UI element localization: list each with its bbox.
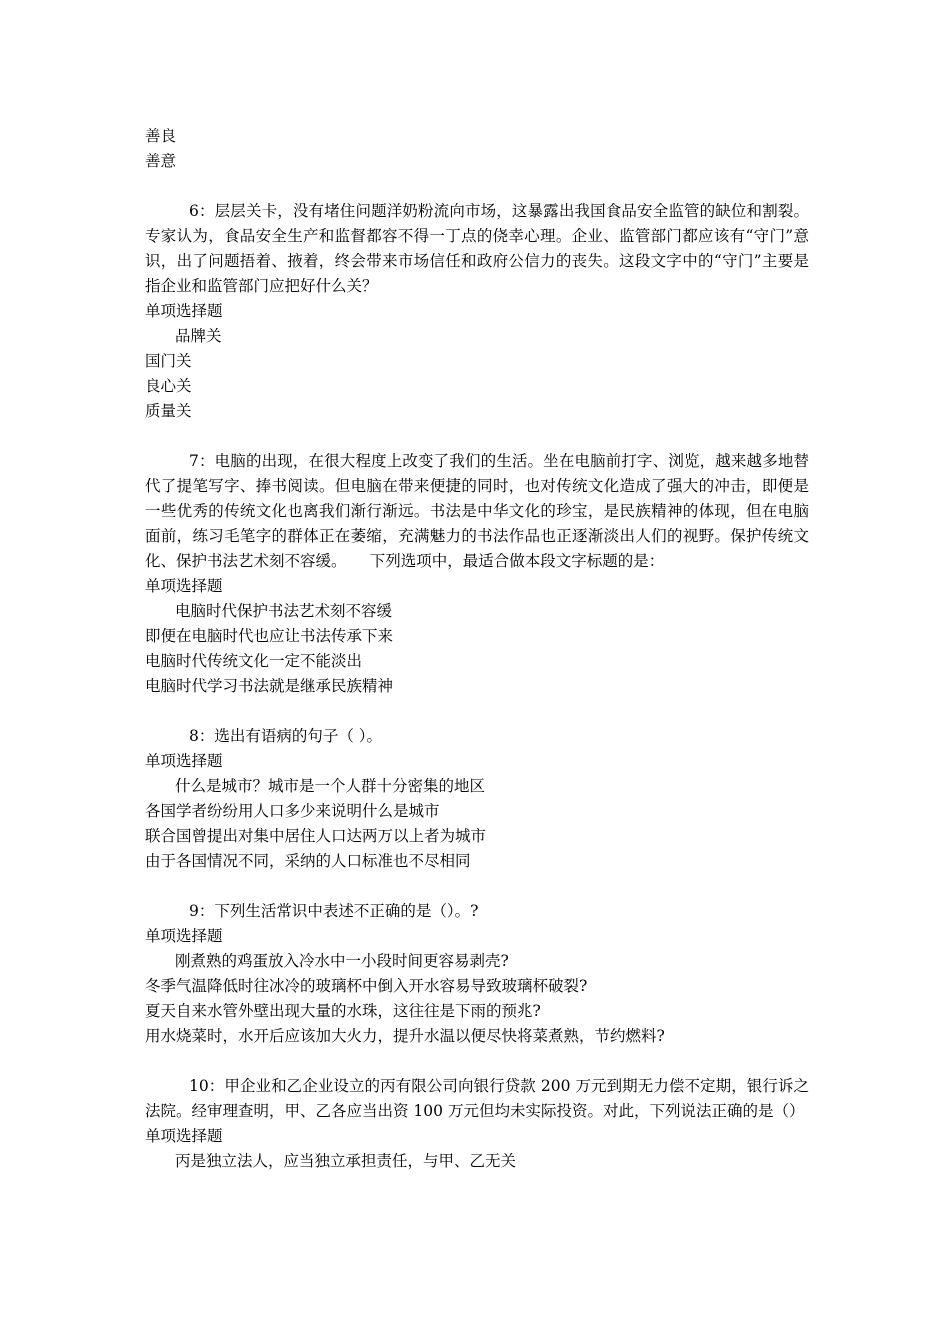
option-a: 丙是独立法人，应当独立承担责任，与甲、乙无关 [175,1152,517,1170]
option-c: 夏天自来水管外壁出现大量的水珠，这往往是下雨的预兆? [145,1002,541,1020]
spacer [145,174,809,199]
option-d: 电脑时代学习书法就是继承民族精神 [145,677,394,695]
question-8 [145,724,809,874]
option-c: 电脑时代传统文化一定不能淡出 [145,652,363,670]
question-type: 单项选择题 [145,1127,223,1145]
option-b: 国门关 [145,352,192,370]
question-text: 7：电脑的出现，在很大程度上改变了我们的生活。坐在电脑前打字、浏览，越来越多地替代了提笔写字、捧书阅读。但电脑在带来便捷的同时，也对传统文化造成了强大的冲击，即便是一些优秀的传统文化也离我们渐行渐远。书法是中华文化的珍宝，是民族精神的体现，但在电脑面前，练习毛笔字的群体正在萎缩，充满魅力的书法作品也正逐渐淡出人们的视野。保护传统文化、保护书法艺术刻不容缓。 下列选项中，最适合做本段文字标题的是： [145,452,809,570]
question-6 [145,199,809,424]
option-a: 什么是城市？城市是一个人群十分密集的地区 [175,777,486,795]
option-a: 刚煮熟的鸡蛋放入冷水中一小段时间更容易剥壳? [175,952,509,970]
document-page [145,124,809,1174]
prev-option-1: 善良 [145,127,177,145]
option-b: 冬季气温降低时往冰冷的玻璃杯中倒入开水容易导致玻璃杯破裂? [145,977,588,995]
option-c: 良心关 [145,377,192,395]
question-text: 8：选出有语病的句子（ ）。 [189,727,383,745]
question-type: 单项选择题 [145,927,223,945]
question-type: 单项选择题 [145,302,223,320]
spacer [145,699,809,724]
option-a: 品牌关 [175,327,222,345]
question-text: 10：甲企业和乙企业设立的丙有限公司向银行贷款 200 万元到期无力偿不定期，银行诉之法院。经审理查明，甲、乙各应当出资 100 万元但均未实际投资。对此，下列说法正确的是（） [145,1077,809,1120]
question-text: 6：层层关卡，没有堵住问题洋奶粉流向市场，这暴露出我国食品安全监管的缺位和割裂。专家认为，食品安全生产和监督都容不得一丁点的侥幸心理。企业、监管部门都应该有“守门”意识，出了问题捂着、掖着，终会带来市场信任和政府公信力的丧失。这段文字中的“守门”主要是指企业和监管部门应把好什么关？ [145,202,809,295]
question-type: 单项选择题 [145,752,223,770]
option-d: 质量关 [145,402,192,420]
option-d: 由于各国情况不同，采纳的人口标准也不尽相同 [145,852,471,870]
question-9 [145,899,809,1049]
prev-option-2: 善意 [145,152,177,170]
spacer [145,424,809,449]
spacer [145,1049,809,1074]
question-10 [145,1074,809,1174]
option-d: 用水烧菜时，水开后应该加大火力，提升水温以便尽快将菜煮熟，节约燃料? [145,1027,665,1045]
option-b: 各国学者纷纷用人口多少来说明什么是城市 [145,802,440,820]
option-b: 即便在电脑时代也应让书法传承下来 [145,627,394,645]
question-type: 单项选择题 [145,577,223,595]
option-a: 电脑时代保护书法艺术刻不容缓 [175,602,393,620]
spacer [145,874,809,899]
question-text: 9：下列生活常识中表述不正确的是（）。? [189,902,479,920]
option-c: 联合国曾提出对集中居住人口达两万以上者为城市 [145,827,487,845]
question-7 [145,449,809,699]
